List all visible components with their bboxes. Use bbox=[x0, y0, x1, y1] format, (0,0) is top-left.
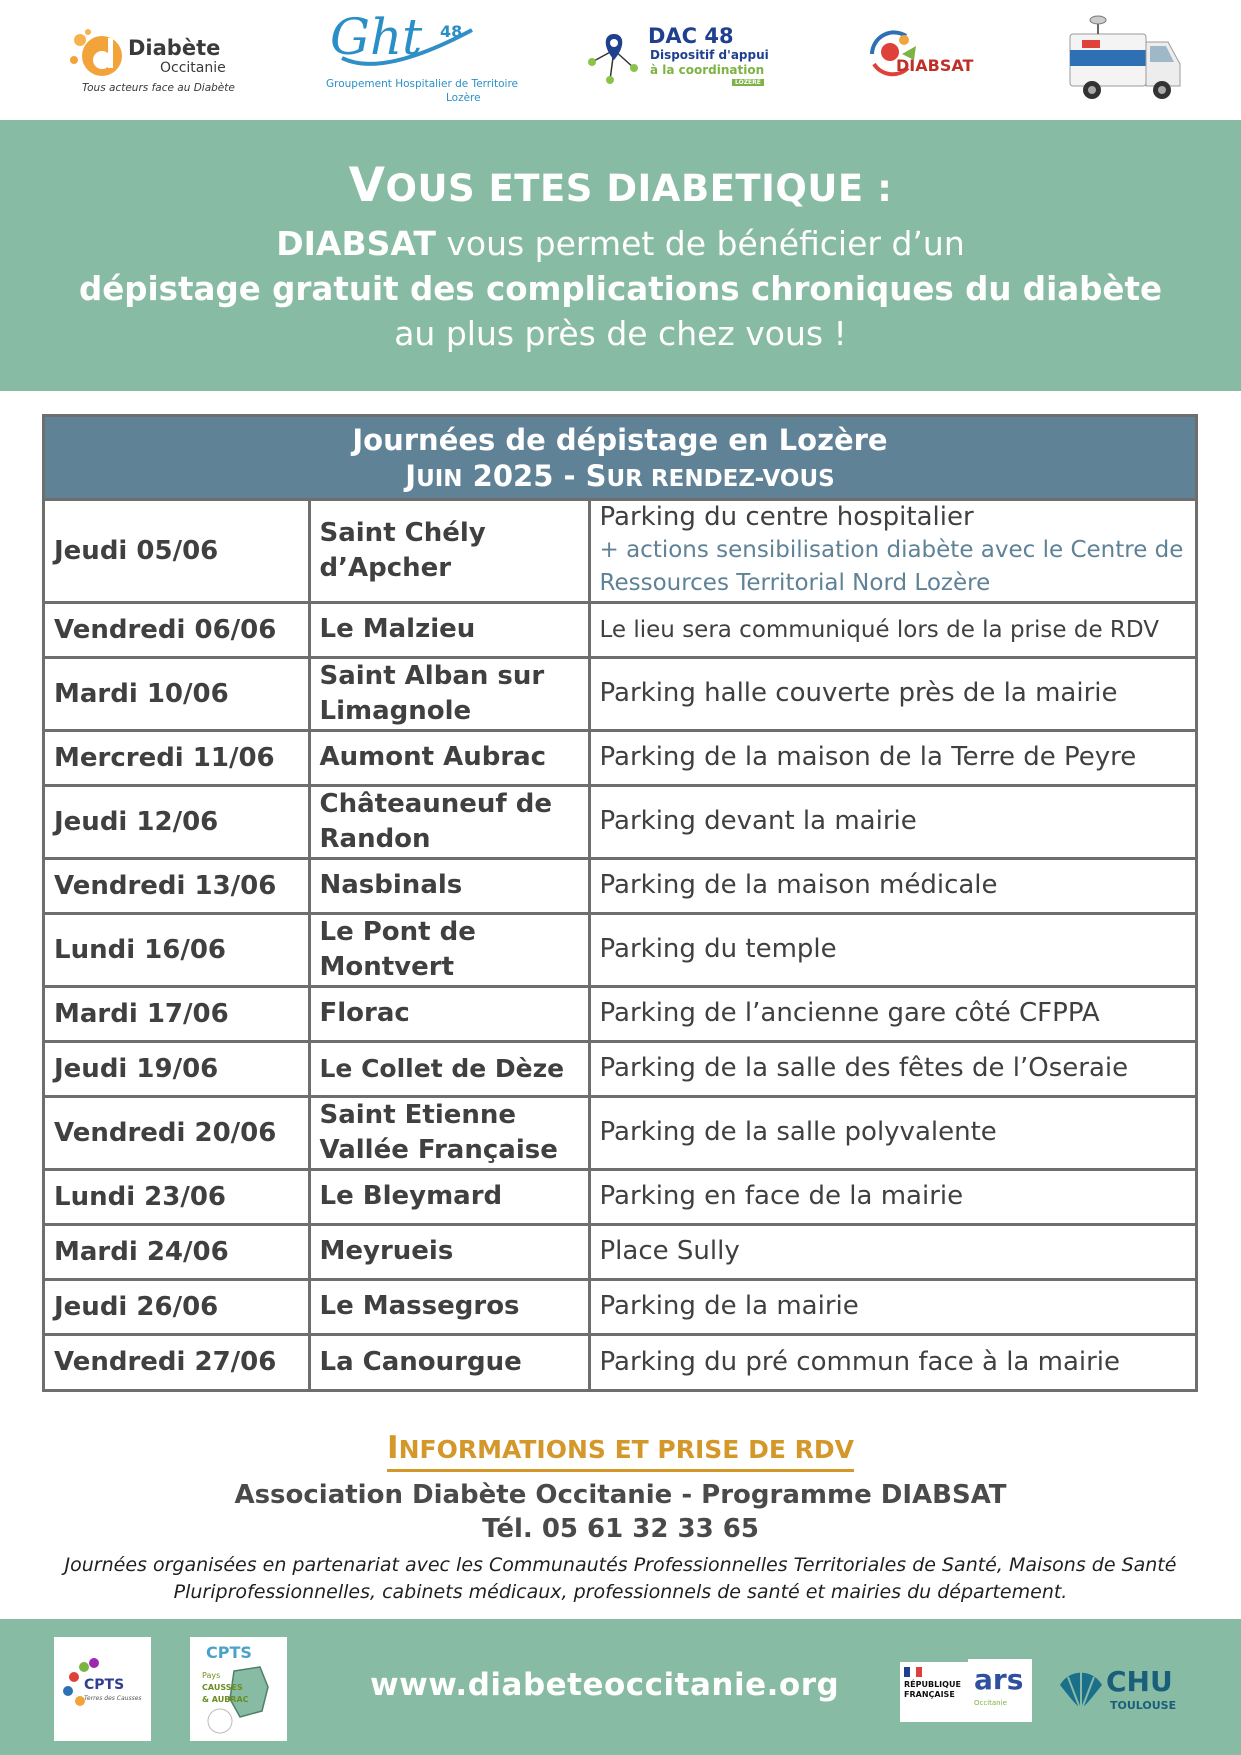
row-town: Nasbinals bbox=[309, 858, 589, 913]
chu-shell-icon bbox=[1058, 1667, 1104, 1713]
row-town: Le Pont de Montvert bbox=[309, 913, 589, 986]
row-day: Vendredi 13/06 bbox=[45, 858, 309, 913]
diabete-occitanie-region: Occitanie bbox=[160, 60, 226, 76]
row-day: Mardi 24/06 bbox=[45, 1224, 309, 1279]
rf-line2: FRANÇAISE bbox=[904, 1690, 955, 1699]
diabsat-name: DIABSAT bbox=[896, 56, 974, 75]
row-place: Parking de l’ancienne gare côté CFPPA bbox=[589, 986, 1195, 1041]
ght48-mark: Ght bbox=[330, 8, 423, 66]
ght48-number: 48 bbox=[440, 22, 463, 41]
diabete-occitanie-tagline: Tous acteurs face au Diabète bbox=[82, 82, 235, 94]
row-place: Parking halle couverte près de la mairie bbox=[589, 657, 1195, 730]
row-place: Parking du pré commun face à la mairie bbox=[589, 1334, 1195, 1389]
subtitle-s: S bbox=[585, 459, 607, 493]
cpts2-sub2: CAUSSES bbox=[202, 1683, 243, 1692]
partnership-note: Journées organisées en partenariat avec les Communautés Professionnelles Territoriales de Santé, Maisons de Santé Pluriprofessionnelles, cabinets médicaux, professionnels de santé et mairies du département. bbox=[64, 1554, 1177, 1603]
row-town: Le Massegros bbox=[309, 1279, 589, 1334]
table-row bbox=[45, 785, 1195, 858]
row-day: Jeudi 12/06 bbox=[45, 785, 309, 858]
phone-number[interactable]: Tél. 05 61 32 33 65 bbox=[482, 1514, 759, 1544]
info-title-initial: I bbox=[387, 1430, 399, 1466]
table-row bbox=[45, 1169, 1195, 1224]
dac48-title: DAC 48 bbox=[648, 24, 734, 48]
chu-toulouse-logo bbox=[1058, 1663, 1188, 1719]
row-place: Place Sully bbox=[589, 1224, 1195, 1279]
dac48-tag: LOZÈRE bbox=[732, 79, 764, 86]
row-day: Mardi 10/06 bbox=[45, 657, 309, 730]
hero-line-1-text: vous permet de bénéficier d’un bbox=[435, 224, 965, 263]
row-place: Parking de la maison de la Terre de Peyre bbox=[589, 730, 1195, 785]
cpts2-sub3: & AUBRAC bbox=[202, 1695, 249, 1704]
row-place: Parking de la maison médicale bbox=[589, 858, 1195, 913]
dac48-line1: Dispositif d'appui bbox=[650, 48, 769, 62]
ght48-caption-lozere: Lozère bbox=[446, 92, 481, 104]
row-place: Parking en face de la mairie bbox=[589, 1169, 1195, 1224]
subtitle-uin: UIN bbox=[416, 466, 463, 492]
row-place: Parking de la salle polyvalente bbox=[589, 1096, 1195, 1169]
table-row bbox=[45, 858, 1195, 913]
association-name: Association Diabète Occitanie - Programme DIABSAT bbox=[234, 1480, 1007, 1510]
cpts2-sub1: Pays bbox=[202, 1671, 221, 1680]
table-row bbox=[45, 657, 1195, 730]
hero-title-initial: V bbox=[348, 158, 386, 213]
row-place bbox=[589, 501, 1195, 602]
dac48-logo bbox=[584, 22, 774, 94]
ght48-caption: Groupement Hospitalier de Territoire bbox=[326, 78, 519, 90]
cpts1-label: CPTS bbox=[84, 1677, 125, 1693]
row-place: Parking du temple bbox=[589, 913, 1195, 986]
diabete-occitanie-name: Diabète bbox=[128, 36, 221, 60]
schedule-title: Journées de dépistage en Lozère bbox=[352, 423, 888, 457]
row-place bbox=[589, 602, 1195, 657]
info-section bbox=[0, 1430, 1241, 1606]
ght48-logo bbox=[322, 8, 519, 108]
row-place-text: Parking du centre hospitalier bbox=[599, 502, 974, 533]
row-place: Parking de la mairie bbox=[589, 1279, 1195, 1334]
diabsat-satellite-icon bbox=[862, 24, 922, 84]
hero-title-rest: OUS ETES DIABETIQUE : bbox=[385, 167, 893, 210]
row-day: Jeudi 19/06 bbox=[45, 1041, 309, 1096]
subtitle-rest: UR RENDEZ-VOUS bbox=[606, 466, 835, 492]
cpts2-label: CPTS bbox=[206, 1643, 252, 1662]
diabete-occitanie-icon bbox=[68, 26, 124, 82]
republique-francaise-logo bbox=[900, 1662, 968, 1722]
subtitle-j: J bbox=[405, 459, 417, 493]
info-title-rest: NFORMATIONS ET PRISE DE RDV bbox=[398, 1435, 854, 1464]
diabsat-truck-image bbox=[1068, 12, 1184, 104]
table-row bbox=[45, 986, 1195, 1041]
row-day: Vendredi 20/06 bbox=[45, 1096, 309, 1169]
ars-mark: ars bbox=[974, 1663, 1024, 1696]
schedule-header bbox=[45, 417, 1195, 501]
row-town: Saint Alban sur Limagnole bbox=[309, 657, 589, 730]
ars-logo bbox=[968, 1659, 1032, 1722]
ars-sub: Occitanie bbox=[974, 1699, 1007, 1707]
hero-line-2: dépistage gratuit des complications chroniques du diabète bbox=[78, 270, 1163, 308]
diabete-occitanie-logo bbox=[68, 26, 238, 98]
schedule-rows bbox=[45, 501, 1195, 1389]
row-town: Aumont Aubrac bbox=[309, 730, 589, 785]
row-town: Florac bbox=[309, 986, 589, 1041]
row-day: Lundi 16/06 bbox=[45, 913, 309, 986]
row-town: Le Bleymard bbox=[309, 1169, 589, 1224]
row-day: Lundi 23/06 bbox=[45, 1169, 309, 1224]
schedule-subtitle bbox=[45, 459, 1195, 493]
cpts-logo-1 bbox=[54, 1637, 151, 1741]
table-row bbox=[45, 1334, 1195, 1389]
row-place: Parking devant la mairie bbox=[589, 785, 1195, 858]
rf-line1: RÉPUBLIQUE bbox=[904, 1680, 961, 1689]
row-town: Châteauneuf de Randon bbox=[309, 785, 589, 858]
row-day: Mardi 17/06 bbox=[45, 986, 309, 1041]
row-day: Mercredi 11/06 bbox=[45, 730, 309, 785]
row-town: Saint Chély d’Apcher bbox=[309, 501, 589, 602]
hero-line-1 bbox=[0, 224, 1241, 263]
table-row bbox=[45, 1096, 1195, 1169]
row-town: Le Collet de Dèze bbox=[309, 1041, 589, 1096]
footer-banner bbox=[0, 1619, 1241, 1755]
info-title bbox=[387, 1430, 854, 1472]
hero-title bbox=[0, 158, 1241, 213]
table-row bbox=[45, 1224, 1195, 1279]
table-row bbox=[45, 602, 1195, 657]
truck-icon bbox=[1068, 12, 1184, 104]
row-day: Vendredi 06/06 bbox=[45, 602, 309, 657]
diabsat-logo bbox=[862, 24, 992, 94]
hero-line-3: au plus près de chez vous ! bbox=[394, 314, 847, 353]
cpts1-sub: Terres des Causses bbox=[84, 1695, 142, 1702]
partner-logos-header bbox=[0, 0, 1241, 118]
screening-schedule-table bbox=[42, 414, 1198, 1392]
dac48-network-icon bbox=[584, 28, 644, 88]
row-place-text: Le lieu sera communiqué lors de la prise de RDV bbox=[599, 616, 1159, 643]
row-place-note: + actions sensibilisation diabète avec le Centre de Ressources Territorial Nord Lozère bbox=[599, 537, 1184, 597]
table-row bbox=[45, 1279, 1195, 1334]
cpts-logo-2 bbox=[190, 1637, 287, 1741]
row-day: Jeudi 05/06 bbox=[45, 501, 309, 602]
hero-banner bbox=[0, 120, 1241, 391]
row-town: Meyrueis bbox=[309, 1224, 589, 1279]
dac48-line2: à la coordination bbox=[650, 63, 765, 77]
hero-brand: DIABSAT bbox=[276, 224, 436, 263]
table-row bbox=[45, 730, 1195, 785]
chu-city: TOULOUSE bbox=[1110, 1699, 1177, 1712]
subtitle-year: 2025 - bbox=[462, 459, 586, 493]
row-town: La Canourgue bbox=[309, 1334, 589, 1389]
table-row bbox=[45, 1041, 1195, 1096]
table-row bbox=[45, 501, 1195, 602]
website-link[interactable]: www.diabeteoccitanie.org bbox=[370, 1667, 840, 1703]
row-town: Le Malzieu bbox=[309, 602, 589, 657]
row-town: Saint Etienne Vallée Française bbox=[309, 1096, 589, 1169]
chu-title: CHU bbox=[1106, 1665, 1173, 1698]
row-place: Parking de la salle des fêtes de l’Oseraie bbox=[589, 1041, 1195, 1096]
table-row bbox=[45, 913, 1195, 986]
row-day: Vendredi 27/06 bbox=[45, 1334, 309, 1389]
row-day: Jeudi 26/06 bbox=[45, 1279, 309, 1334]
